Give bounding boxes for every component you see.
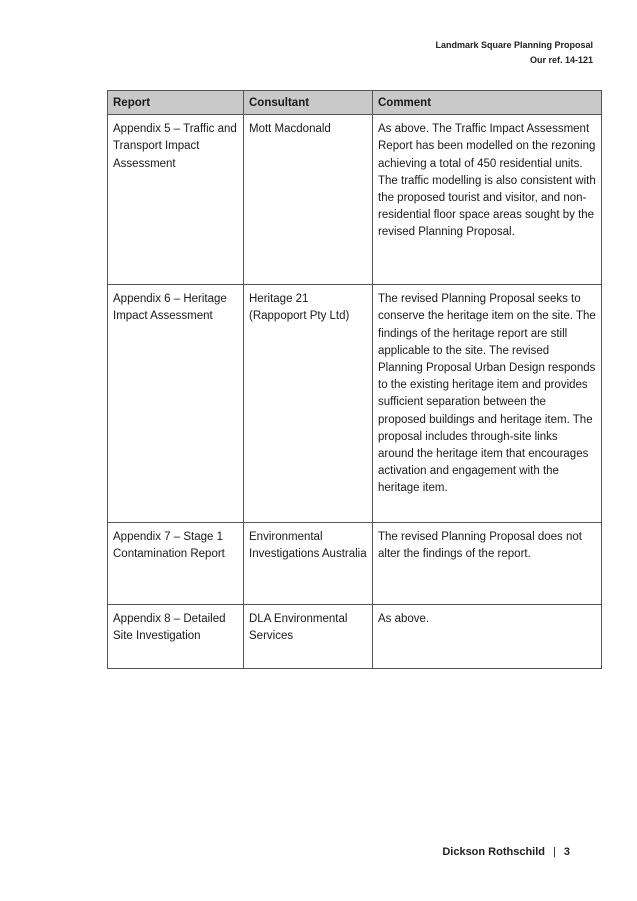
- consultant-cell: Environmental Investigations Australia: [244, 523, 373, 605]
- report-cell: Appendix 6 – Heritage Impact Assessment: [108, 285, 244, 523]
- document-title: Landmark Square Planning Proposal: [435, 40, 593, 50]
- column-header-report: Report: [108, 91, 244, 115]
- company-name: Dickson Rothschild: [442, 846, 546, 858]
- reports-table: [107, 90, 602, 669]
- document-reference: Our ref. 14-121: [529, 55, 593, 65]
- table-row: [108, 523, 602, 605]
- table-row: [108, 115, 602, 285]
- page-header: [435, 38, 593, 68]
- consultant-cell: DLA Environmental Services: [244, 605, 373, 669]
- consultant-cell: Mott Macdonald: [244, 115, 373, 285]
- column-header-consultant: Consultant: [244, 91, 373, 115]
- page-footer: [442, 846, 570, 858]
- page-number: 3: [563, 846, 570, 858]
- report-cell: Appendix 7 – Stage 1 Contamination Report: [108, 523, 244, 605]
- table-row: [108, 605, 602, 669]
- comment-cell: As above.: [373, 605, 602, 669]
- footer-separator: |: [553, 846, 556, 858]
- column-header-comment: Comment: [373, 91, 602, 115]
- comment-cell: As above. The Traffic Impact Assessment Report has been modelled on the rezoning achieving a total of 450 residential units. The traffic modelling is also consistent with the proposed tourist and visitor, and non-residential floor space areas sought by the revised Planning Proposal.: [373, 115, 602, 285]
- consultant-cell: Heritage 21 (Rappoport Pty Ltd): [244, 285, 373, 523]
- report-cell: Appendix 5 – Traffic and Transport Impact Assessment: [108, 115, 244, 285]
- comment-cell: The revised Planning Proposal seeks to conserve the heritage item on the site. The findings of the heritage report are still applicable to the site. The revised Planning Proposal Urban Design responds to the existing heritage item and provides sufficient separation between the proposed buildings and heritage item. The proposal includes through-site links around the heritage item that encourages activation and engagement with the heritage item.: [373, 285, 602, 523]
- report-cell: Appendix 8 – Detailed Site Investigation: [108, 605, 244, 669]
- comment-cell: The revised Planning Proposal does not alter the findings of the report.: [373, 523, 602, 605]
- table-header-row: [108, 91, 602, 115]
- table-row: [108, 285, 602, 523]
